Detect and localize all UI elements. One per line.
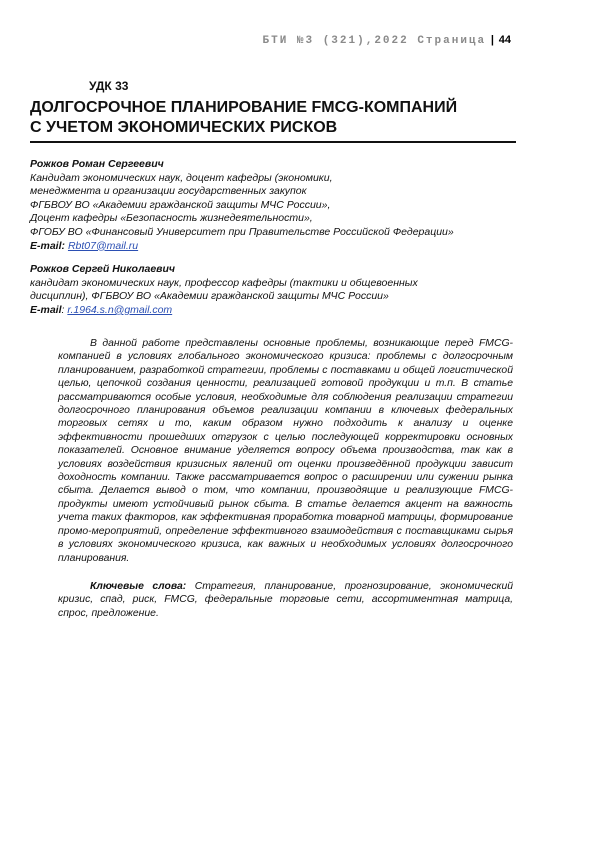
- email-label: E-mail: [30, 303, 62, 316]
- title-line-2: С УЧЕТОМ ЭКОНОМИЧЕСКИХ РИСКОВ: [30, 119, 338, 136]
- author-email-link[interactable]: r.1964.s.n@gmail.com: [67, 303, 173, 316]
- author-name: Рожков Сергей Николаевич: [30, 263, 176, 275]
- keywords-text: Стратегия, планирование, прогнозирование, экономический кризис, спад, риск, FMCG, федеральные торговые сети, ассортиментная матрица, спрос, предложение.: [58, 581, 513, 619]
- author-email-row: [30, 304, 510, 318]
- abstract-paragraph: [58, 337, 513, 565]
- keywords-paragraph: [58, 580, 513, 620]
- author-affiliation-line: ФГОБУ ВО «Финансовый Университет при Правительстве Российской Федерации»: [30, 225, 454, 238]
- author-email-row: [30, 240, 510, 254]
- author-affiliation-line: Кандидат экономических наук, доцент кафедры (экономики,: [30, 171, 333, 184]
- email-colon: :: [61, 303, 68, 316]
- header-separator: |: [489, 35, 496, 47]
- author-affiliation-line: ФГБВОУ ВО «Академии гражданской защиты МЧС России»,: [30, 198, 331, 211]
- author-affiliation-line: менеджмента и организации государственных закупок: [30, 185, 307, 198]
- author-affiliation-line: кандидат экономических наук, профессор кафедры (тактики и общевоенных: [30, 276, 418, 289]
- page-number: 44: [498, 34, 511, 46]
- author-affiliation-line: дисциплин), ФГБВОУ ВО «Академии гражданской защиты МЧС России»: [30, 290, 389, 303]
- author-block-2: [30, 263, 510, 317]
- author-block-1: [30, 158, 510, 253]
- abstract-text: В данной работе представлены основные проблемы, возникающие перед FMCG-компанией в условиях глобального экономического кризиса: проблемы с долгосрочным планированием, разработкой стратегии, проблемы с поставками и общей логистической целью, цепочкой создания ценности, реализацией готовой продукции и т.п. В статье рассматриваются особые условия, необходимые для соблюдения реализации стратегии долгосрочного планирования объемов реализации компании в ключевых федеральных торговых сетях и то, каким образом нужно подходить к анализу и оценке эффективности прошедших отгрузок с целью последующей корректировки основных показателей. Основное внимание уделяется вопросу объема производства, так как в условиях воздействия кризисных явлений от оценки произведённой продукции зависит доходность компании. Также рассматривается вопрос о расширении или сужении рынка сбыта. Делается вывод о том, что компании, производящие и реализующие FMCG-продукты имеют устойчивый рынок сбыта. В статье делается акцент на важность учета таких факторов, как эффективная проработка товарной матрицы, формирование промо-мероприятий, определение эффективного взаимодействия с поставщиками сырья в условиях экономического кризиса, как важных и необходимых условиях долгосрочного планирования.: [58, 338, 513, 564]
- journal-issue-label: БТИ №3 (321),2022 Страница: [262, 35, 487, 47]
- article-title: [30, 98, 516, 143]
- email-label: E-mail:: [30, 239, 66, 252]
- author-name: Рожков Роман Сергеевич: [30, 158, 164, 170]
- author-affiliation-line: Доцент кафедры «Безопасность жизнедеятельности»,: [30, 212, 313, 225]
- running-header: [0, 34, 511, 47]
- author-email-link[interactable]: Rbt07@mail.ru: [67, 239, 139, 252]
- udk-code: УДК 33: [89, 79, 129, 93]
- title-line-1: ДОЛГОСРОЧНОЕ ПЛАНИРОВАНИЕ FMCG-КОМПАНИЙ: [30, 99, 458, 116]
- keywords-label: Ключевые слова:: [90, 581, 187, 592]
